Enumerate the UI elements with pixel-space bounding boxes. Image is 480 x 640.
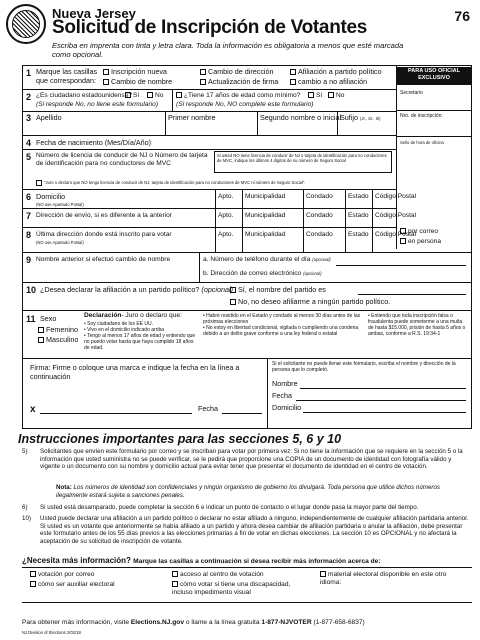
checkbox-icon[interactable] xyxy=(125,92,131,98)
yes-label: Sí xyxy=(316,92,323,99)
state-label: Estado xyxy=(348,193,369,200)
helper-instructions: Si el solicitante no puede llenar este formulario, escriba el nombre y dirección de la persona que lo completó. xyxy=(272,361,456,373)
suffix-label xyxy=(340,114,380,123)
section-2-number: 2 xyxy=(26,92,32,102)
form-subtitle: Escriba en imprenta con tinta y letra clara. Toda la información es obligatoria a menos que esté marcada como opcional. xyxy=(52,41,404,59)
instruction-5-text: Solicitantes que envíen este formulario por correo y se inscriban para votar por primera vez: Si no tiene la información que se requiere en la sección 5 o la información que usted suministra no se puede verificar, se le pedirá que proporcione una COPIA de un documento de identidad con fotografía válido y vigente o un documento con su nombre y domicilio actual para evitar tener que presentar el documento de identidad en el centro de votación. xyxy=(40,448,463,471)
office-in-person[interactable] xyxy=(400,238,441,246)
declaration-bullet: • Habré residido en el Estado y condado al menos 30 días antes de las próximas elecciones xyxy=(203,313,361,325)
footer-text: Para obtener más información, visite xyxy=(22,619,130,626)
female-label: Femenino xyxy=(46,325,78,334)
office-secretary: Secretario xyxy=(400,90,423,96)
option-label: votación por correo xyxy=(38,571,95,578)
checkbox-icon[interactable] xyxy=(230,299,236,305)
form-number: 76 xyxy=(454,8,470,24)
no-label: No xyxy=(155,92,164,99)
more-info-heading xyxy=(22,556,381,566)
checkbox-icon[interactable] xyxy=(30,571,36,577)
municipality-label: Municipalidad xyxy=(245,231,286,238)
party-question xyxy=(40,286,233,295)
signature-date-label: Fecha xyxy=(198,404,218,413)
option-label: material electoral disponible en este otro idioma: xyxy=(320,571,447,586)
citizen-question: ¿Es ciudadano estadounidense? xyxy=(36,92,133,99)
instruction-note xyxy=(56,484,468,499)
checkbox-icon[interactable] xyxy=(290,69,296,75)
helper-address-line[interactable] xyxy=(303,412,466,413)
no-id-declaration[interactable] xyxy=(36,180,392,186)
phone-label xyxy=(203,256,331,264)
middle-name-label: Segundo nombre o inicial xyxy=(260,113,342,122)
helper-address-label: Domicilio xyxy=(272,403,302,412)
signature-label: Firma: Firme o coloque una marca e indique la fecha en la línea a continuación xyxy=(30,363,240,381)
declaration-bullet: • Tengo al menos 17 años de edad y entiendo que no puedo votar hasta que haya cumplido 18 años de edad. xyxy=(84,333,196,351)
suffix-text: Sufijo xyxy=(340,113,358,122)
party-yes[interactable] xyxy=(230,286,326,295)
no-label: No xyxy=(336,92,345,99)
footer-phone-alt: (1-877-658-6837) xyxy=(313,619,365,626)
footer-contact xyxy=(22,619,478,627)
office-mail-label: por correo xyxy=(408,228,439,235)
declaration-bullet: • Entiendo que toda inscripción falsa o fraudulenta puede someterme a una multa de hasta $15.000, prisión de hasta 5 años o ambas, conforme a R.S. 19:34-1 xyxy=(368,313,466,337)
citizen-yes[interactable] xyxy=(125,92,139,100)
checkbox-icon[interactable] xyxy=(328,92,334,98)
declaration-heading xyxy=(84,312,182,320)
helper-name-line[interactable] xyxy=(300,388,466,389)
checkbox-icon[interactable] xyxy=(103,79,109,85)
male-label: Masculino xyxy=(46,335,79,344)
signature-x: x xyxy=(30,404,36,415)
option-party-affiliation[interactable] xyxy=(290,68,382,77)
option-label: Actualización de firma xyxy=(208,77,279,86)
party-optional: (opcional) xyxy=(201,285,233,294)
checkbox-icon[interactable] xyxy=(176,92,182,98)
apt-label: Apto. xyxy=(218,212,234,219)
state-seal-icon xyxy=(6,4,46,44)
email-label xyxy=(203,270,321,278)
declaration-bullets-a xyxy=(84,321,196,351)
info-language-material[interactable] xyxy=(320,571,466,587)
state-label: Estado xyxy=(348,212,369,219)
zip-label: Código Postal xyxy=(375,193,417,200)
more-info-prompt: Marque las casillas a continuación si desea recibir más información acerca de: xyxy=(133,558,381,565)
helper-date-label: Fecha xyxy=(272,391,292,400)
apt-label: Apto. xyxy=(218,231,234,238)
age-note: (Si responde No, NO complete este formulario) xyxy=(176,101,314,108)
checkbox-icon[interactable] xyxy=(200,79,206,85)
section-5-number: 5 xyxy=(26,152,32,162)
checkbox-icon[interactable] xyxy=(290,79,296,85)
sex-female[interactable] xyxy=(38,326,78,335)
office-use-header: PARA USO OFICIAL EXCLUSIVO xyxy=(397,67,471,85)
footer-phone: 1-877-NJVOTER xyxy=(261,619,312,626)
option-label: cómo ser auxiliar electoral xyxy=(38,581,115,588)
office-time-stamp: Sello de hora de oficina xyxy=(400,140,444,145)
checkbox-icon[interactable] xyxy=(147,92,153,98)
option-label: cómo votar si tiene una discapacidad, incluso impedimento visual xyxy=(172,581,291,596)
yes-label: Sí xyxy=(133,92,140,99)
helper-date-line[interactable] xyxy=(296,400,466,401)
option-signature-update[interactable] xyxy=(200,78,278,87)
party-no[interactable] xyxy=(230,298,390,307)
county-label: Condado xyxy=(306,212,333,219)
info-disability-voting[interactable] xyxy=(172,581,300,597)
age-question-label: ¿Tiene 17 años de edad como mínimo? xyxy=(184,92,301,99)
checkbox-icon[interactable] xyxy=(36,180,42,186)
phone-optional: (opcional) xyxy=(312,257,331,262)
checkbox-icon[interactable] xyxy=(308,92,314,98)
no-id-declaration-text: "Juro o declaro que NO tengo licencia de conducir de NJ, tarjeta de identificación para no conductores de MVC ni número de Seguro Social". xyxy=(44,180,306,186)
section-1-number: 1 xyxy=(26,68,32,78)
footer-division: NJ Division of Elections 2/02/18 xyxy=(22,630,81,635)
option-label: Cambio de nombre xyxy=(111,77,173,86)
checkbox-icon[interactable] xyxy=(103,69,109,75)
section-3-number: 3 xyxy=(26,113,32,123)
option-label: Afiliación a partido político xyxy=(298,67,382,76)
apt-label: Apto. xyxy=(218,193,234,200)
footer-website-link[interactable]: Elections.NJ.gov xyxy=(130,619,184,626)
note-label: Nota: xyxy=(56,484,72,491)
section-6-number: 6 xyxy=(26,192,32,202)
checkbox-icon[interactable] xyxy=(230,287,236,293)
email-text: b. Dirección de correo electrónico xyxy=(203,270,302,277)
section-4-number: 4 xyxy=(26,138,32,148)
section-11-number: 11 xyxy=(26,314,36,324)
checkbox-icon[interactable] xyxy=(38,327,44,333)
office-in-person-label: en persona xyxy=(408,238,441,245)
email-optional: (opcional) xyxy=(303,271,322,276)
checkbox-icon[interactable] xyxy=(172,571,178,577)
age-yes[interactable] xyxy=(308,92,322,100)
section-1-label: Marque las casillas que correspondan: xyxy=(36,67,98,85)
option-address-change[interactable] xyxy=(200,68,274,77)
declaration-title: Declaración xyxy=(84,312,122,319)
declaration-subtitle: - Juro o declaro que: xyxy=(121,312,182,319)
county-label: Condado xyxy=(306,231,333,238)
section-10-number: 10 xyxy=(26,285,37,295)
info-poll-worker[interactable] xyxy=(30,581,115,589)
more-info-question: ¿Necesita más información? xyxy=(22,556,131,565)
municipality-label: Municipalidad xyxy=(245,193,286,200)
declaration-bullet: • Vivo en el domicilio indicado arriba xyxy=(84,327,165,333)
citizen-note: (Si responde No, no llene este formulario) xyxy=(36,101,159,108)
home-address-label: Domicilio xyxy=(36,192,66,201)
age-no[interactable] xyxy=(328,92,344,100)
instruction-10-number: 10) xyxy=(22,515,31,522)
checkbox-icon[interactable] xyxy=(30,581,36,587)
option-name-change[interactable] xyxy=(103,78,172,87)
home-address-hint: (NO use Apartado Postal) xyxy=(36,202,84,207)
section-9-number: 9 xyxy=(26,255,32,265)
note-text: Los números de identidad son confidenciales y ningún organismo de gobierno los divulgará. Toda persona que utilice dichos números ilegalmente estará sujeta a sanciones penales. xyxy=(56,484,440,499)
sex-label: Sexo xyxy=(40,314,57,323)
form-title: Solicitud de Inscripción de Votantes xyxy=(52,17,368,38)
party-yes-label: Sí, el nombre del partido es xyxy=(238,285,326,294)
party-no-label: No, no deseo afiliarme a ningún partido político. xyxy=(238,297,391,306)
signature-line[interactable] xyxy=(40,413,192,414)
previous-name-label: Nombre anterior si efectuó cambio de nombre xyxy=(36,256,171,263)
last-registered-label: Última dirección donde está inscrito para votar xyxy=(36,231,172,238)
signature-date-line[interactable] xyxy=(222,413,262,414)
mailing-address-label: Dirección de envío, si es diferente a la anterior xyxy=(36,212,172,219)
footer-text: o llame a la línea gratuita xyxy=(185,619,260,626)
first-name-label: Primer nombre xyxy=(168,113,216,122)
checkbox-icon[interactable] xyxy=(400,238,406,244)
instruction-6-text: Si usted está desamparado, puede completar la sección 6 e indicar un punto de contacto o el lugar donde pasa la mayor parte del tiempo. xyxy=(40,504,419,511)
helper-name-label: Nombre xyxy=(272,379,298,388)
option-label: cambio a no afiliación xyxy=(298,77,368,86)
instructions-heading: Instrucciones importantes para las secciones 5, 6 y 10 xyxy=(18,432,342,446)
option-label: acceso al centro de votación xyxy=(180,571,264,578)
info-mail-voting[interactable] xyxy=(30,571,94,579)
checkbox-icon[interactable] xyxy=(38,337,44,343)
state-label: Estado xyxy=(348,231,369,238)
checkbox-icon[interactable] xyxy=(172,581,178,587)
instruction-6-number: 6) xyxy=(22,504,28,511)
last-registered-hint: (NO use Apartado Postal) xyxy=(36,240,84,245)
citizen-no[interactable] xyxy=(147,92,163,100)
info-polling-access[interactable] xyxy=(172,571,264,579)
municipality-label: Municipalidad xyxy=(245,212,286,219)
zip-label: Código Postal xyxy=(375,231,417,238)
option-label: Cambio de dirección xyxy=(208,67,274,76)
declaration-bullet: • Soy ciudadano de los EE UU. xyxy=(84,321,154,327)
sex-male[interactable] xyxy=(38,336,78,345)
instruction-10-text: Usted puede declarar una afiliación a un partido político o declarar no estar afiliado a ninguno, independientemente de cualquier afiliación partidaria anterior. Si usted es un votante que anteriormente se había afiliado a un partido y ahora desea cambiar de afiliación partidaria o anular la afiliación, debe presentar este formulario antes de los 55 días previos a las elecciones primarias a fin de votar en dichas elecciones. La sección 10 es OPCIONAL y no afectará la aceptación de su solicitud de inscripción de votante. xyxy=(40,515,469,545)
last-name-label: Apellido xyxy=(36,113,62,122)
option-label: Inscripción nueva xyxy=(111,67,167,76)
phone-text: a. Número de teléfono durante el día xyxy=(203,256,311,263)
section-8-number: 8 xyxy=(26,230,32,240)
option-unaffiliated[interactable] xyxy=(290,78,367,87)
declaration-bullets-c xyxy=(368,313,468,337)
dob-label: Fecha de nacimiento (Mes/Día/Año) xyxy=(36,138,152,147)
county-label: Condado xyxy=(306,193,333,200)
party-question-text: ¿Desea declarar la afiliación a un partido político? xyxy=(40,285,200,294)
declaration-bullets-b xyxy=(203,313,363,337)
checkbox-icon[interactable] xyxy=(200,69,206,75)
zip-label: Código Postal xyxy=(375,212,417,219)
ssn-instruction: Si usted NO tiene licencia de conducir de NJ o tarjeta de identificación para no conductores de MVC, indique los últimos 4 dígitos de su número de Seguro Social xyxy=(217,153,387,163)
license-label: Número de licencia de conducir de NJ o Número de tarjeta de identificación para no conductores de MVC xyxy=(36,152,208,167)
section-7-number: 7 xyxy=(26,211,32,221)
option-new-registration[interactable] xyxy=(103,68,167,77)
state-name: Nueva Jersey xyxy=(52,6,136,21)
declaration-bullet: • No estoy en libertad condicional, vigilada o cumpliendo una condena debido a un delito grave conforme a una ley federal o estatal xyxy=(203,325,359,337)
suffix-hint: (Jr., Sr., III) xyxy=(359,116,381,121)
age-question[interactable] xyxy=(176,92,300,100)
checkbox-icon[interactable] xyxy=(320,571,326,577)
office-reg-number: Nro. de inscripción: xyxy=(400,113,443,119)
instruction-5-number: 5) xyxy=(22,448,28,455)
